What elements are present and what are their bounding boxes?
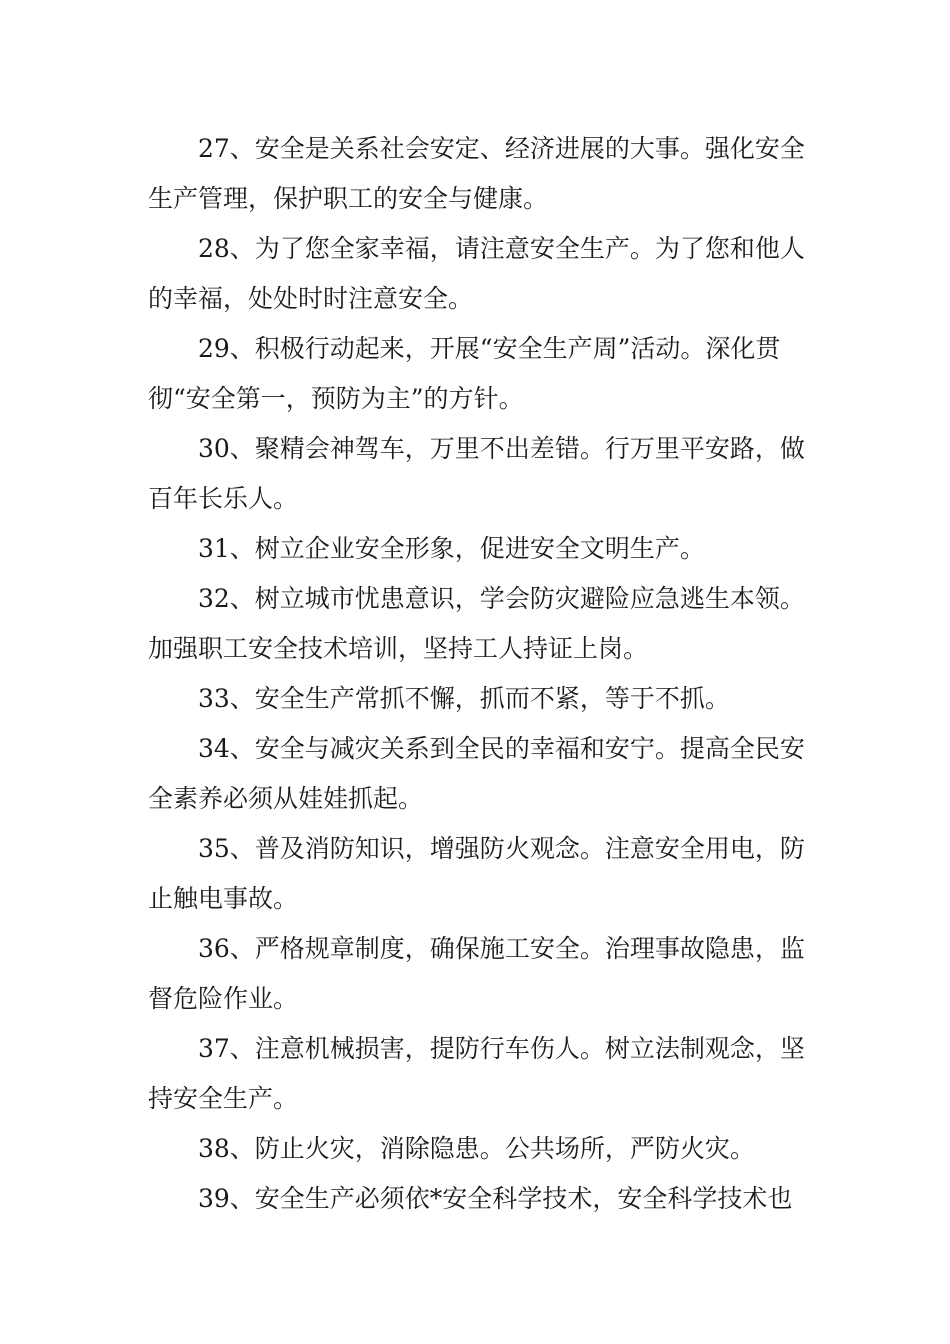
document-body: [148, 124, 808, 1224]
paragraph-34: 34、安全与减灾关系到全民的幸福和安宁。提高全民安全素养必须从娃娃抓起。: [148, 734, 805, 813]
paragraph-31: 31、树立企业安全形象，促进安全文明生产。: [198, 534, 705, 563]
paragraph-27: 27、安全是关系社会安定、经济进展的大事。强化安全生产管理，保护职工的安全与健康。: [148, 134, 805, 213]
paragraph-33: 33、安全生产常抓不懈，抓而不紧，等于不抓。: [198, 684, 730, 713]
paragraph-32: 32、树立城市忧患意识，学会防灾避险应急逃生本领。加强职工安全技术培训，坚持工人持证上岗。: [148, 584, 805, 663]
paragraph-37: 37、注意机械损害，提防行车伤人。树立法制观念，坚持安全生产。: [148, 1034, 805, 1113]
paragraph-39: 39、安全生产必须依*安全科学技术，安全科学技术也: [198, 1184, 793, 1213]
paragraph-28: 28、为了您全家幸福，请注意安全生产。为了您和他人的幸福，处处时时注意安全。: [148, 234, 805, 313]
paragraph-36: 36、严格规章制度，确保施工安全。治理事故隐患，监督危险作业。: [148, 934, 805, 1013]
paragraph-35: 35、普及消防知识，增强防火观念。注意安全用电，防止触电事故。: [148, 834, 805, 913]
paragraph-30: 30、聚精会神驾车，万里不出差错。行万里平安路，做百年长乐人。: [148, 434, 805, 513]
paragraph-38: 38、防止火灾，消除隐患。公共场所，严防火灾。: [198, 1134, 755, 1163]
paragraph-29: 29、积极行动起来，开展“安全生产周”活动。深化贯彻“安全第一，预防为主”的方针。: [148, 334, 781, 413]
